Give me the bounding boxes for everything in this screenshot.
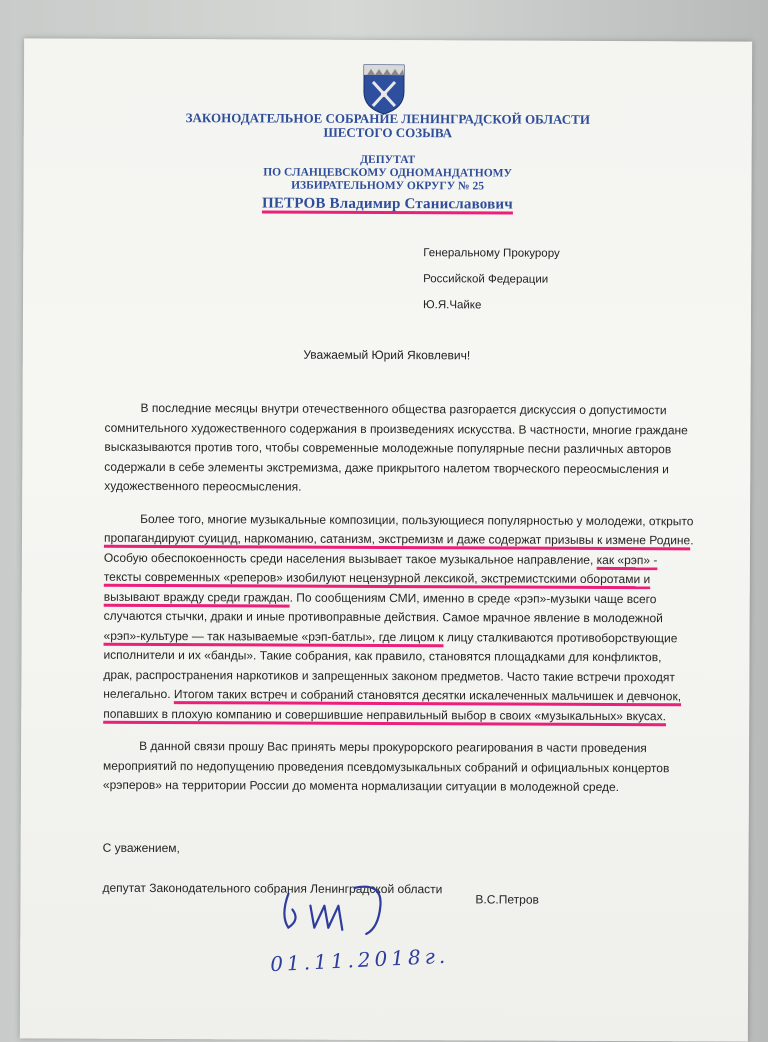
p2-highlight-4: Итогом таких встреч и собраний становятся десятки искалеченных мальчишек и девчонок, попавших в плохую компанию и совершившие неправильный выбор в своих «музыкальных» вкусах. [103, 687, 682, 723]
addressee-line-1: Генеральному Прокурору [423, 247, 560, 260]
org-line-2: ШЕСТОГО СОЗЫВА [323, 124, 453, 141]
title-line-1: ДЕПУТАТ [360, 153, 416, 167]
greeting: Уважаемый Юрий Яковлевич! [303, 347, 471, 363]
p2-highlight-3: «рэп»-культуре — так называемые «рэп-батлы», где лицом к [103, 628, 444, 644]
addressee-line-3: Ю.Я.Чайке [422, 299, 482, 312]
organization-name [24, 110, 752, 141]
letter-body [103, 399, 695, 811]
paragraph-2 [103, 509, 694, 726]
addressee-block [423, 240, 560, 319]
title-line-2: ПО СЛАНЦЕВСКОМУ ОДНОМАНДАТНОМУ [263, 166, 512, 180]
handwritten-signature [270, 875, 440, 936]
p2-text-c: . Особую обеспокоенность среди населения вызывает такое музыкальное направление, [103, 533, 694, 567]
closing-position: депутат Законодательного собрания Ленинградской области [102, 880, 443, 897]
paragraph-1: В последние месяцы внутри отечественного общества разгорается дискуссия о допустимости сомнительного художественного содержания в произведениях искусства. В частности, многие граждане высказываются против того, чтобы современные молодежные популярные песни различных авторов содержали в себе элементы экстремизма, даже прикрытого налетом творческого переосмысления и художественного переосмысления. [104, 400, 688, 494]
deputy-title [24, 152, 752, 194]
closing-regards: С уважением, [102, 840, 180, 856]
deputy-name [23, 194, 751, 214]
p2-text-g: лицу сталкиваются противоборствующие исполнители и их «банды». Такие собрания, как правило, становятся площадками для конфликтов, драк, распространения наркотиков и запрещенных законом предметов. Часто такие встречи проходят нелегально. [103, 629, 678, 702]
coat-of-arms-emblem [361, 62, 407, 116]
p2-highlight-1: пропагандируют суицид, наркоманию, сатанизм, экстремизм и даже содержат призывы к измене Родине [103, 530, 691, 548]
p2-text-a: Более того, многие музыкальные композиции, пользующиеся популярностью у молодежи, открыто [140, 511, 694, 528]
addressee-line-2: Российской Федерации [423, 273, 549, 286]
letter-sheet [20, 38, 752, 1041]
paragraph-3: В данной связи прошу Вас принять меры прокурорского реагирования в части проведения мероприятий по недопущению проведения псевдомузыкальных собраний и официальных концертов «рэперов» на территории России до момента нормализации ситуации в молодежной среде. [102, 738, 670, 795]
deputy-name-text: ПЕТРОВ Владимир Станиславович [261, 195, 513, 213]
signer-name: В.С.Петров [475, 892, 539, 907]
p2-highlight-2: как «рэп» - тексты современных «реперов» изобилуют нецензурной лексикой, экстремистскими оборотами и вызывают вражду среди граждан [103, 552, 658, 605]
handwritten-date: 01.11.2018г. [269, 943, 450, 977]
org-line-1: ЗАКОНОДАТЕЛЬНОЕ СОБРАНИЕ ЛЕНИНГРАДСКОЙ ОБЛАСТИ [185, 110, 590, 127]
title-line-3: ИЗБИРАТЕЛЬНОМУ ОКРУГУ № 25 [291, 179, 484, 193]
p2-text-e: . По сообщениям СМИ, именно в среде «рэп»-музыки чаще всего случаются стычки, драки и иные противоправные действия. Самое мрачное явление в молодежной [103, 590, 663, 626]
